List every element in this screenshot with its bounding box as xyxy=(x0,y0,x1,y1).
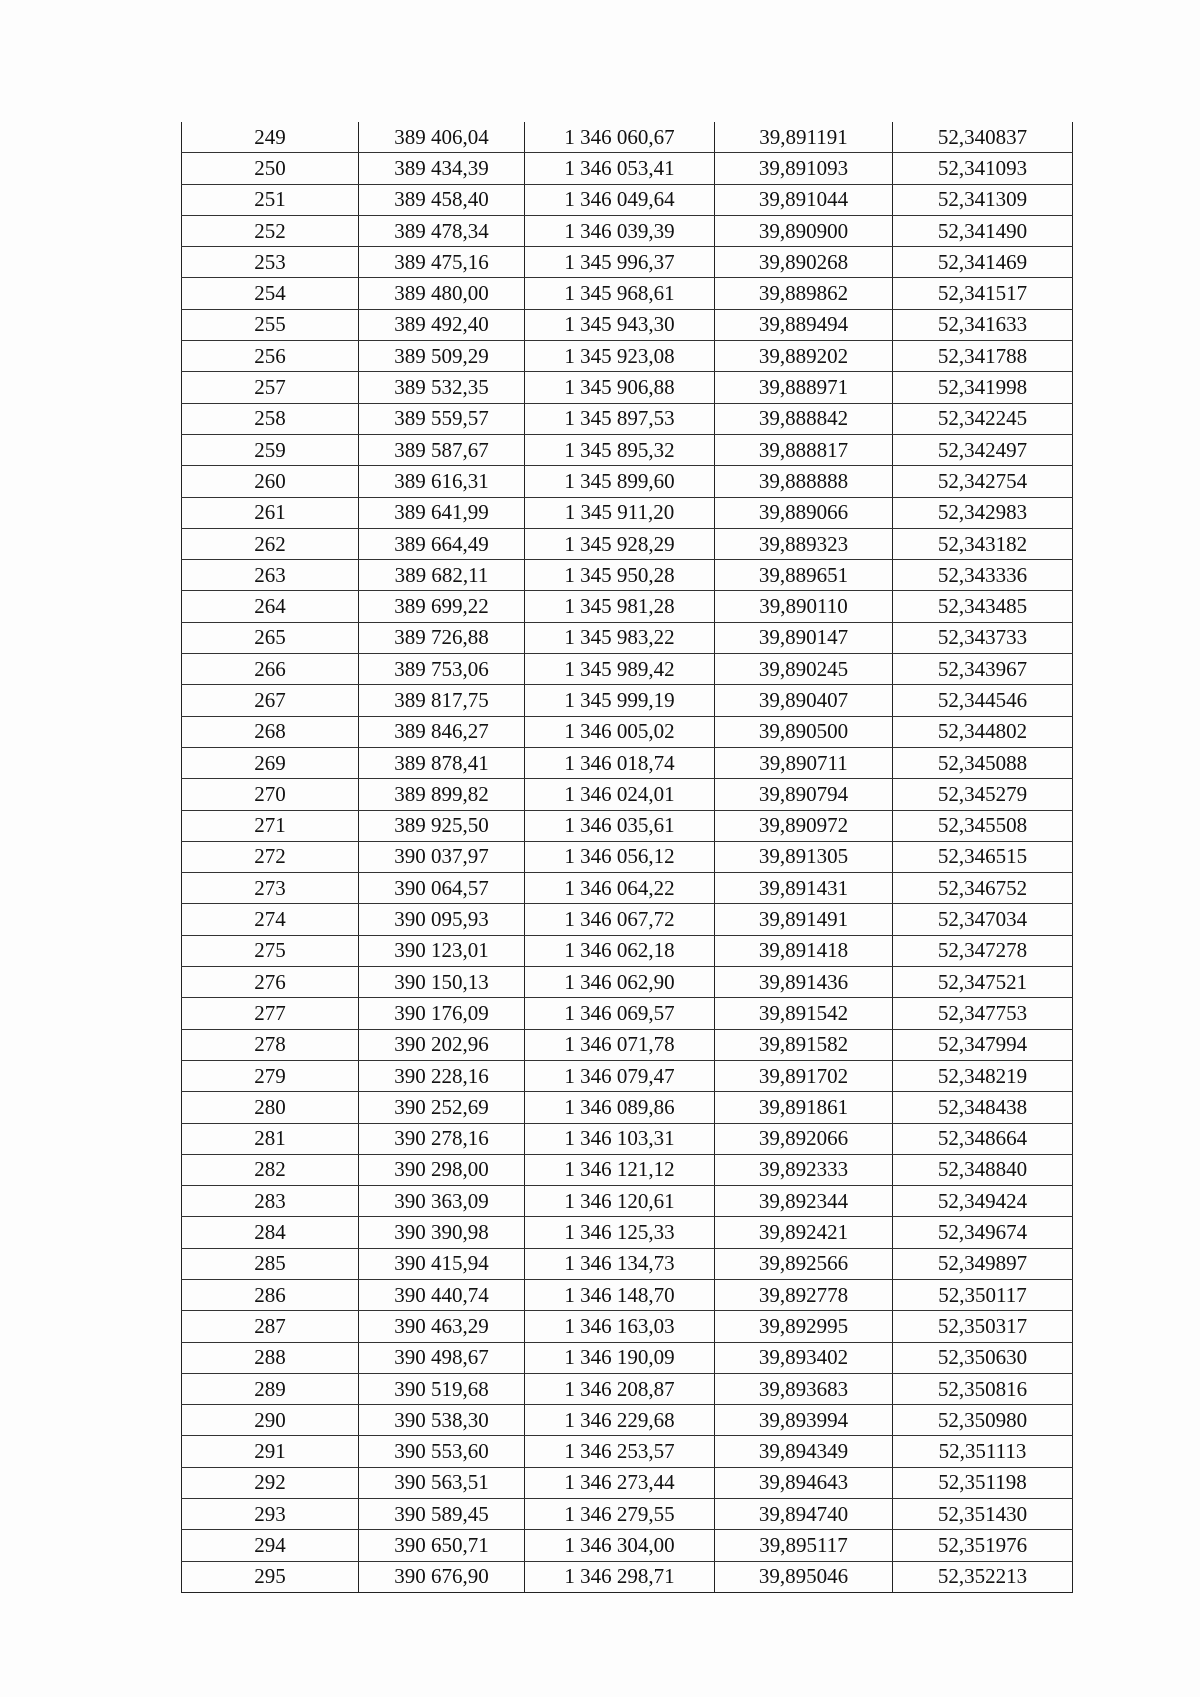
latitude-cell: 39,891305 xyxy=(715,841,893,872)
latitude-cell: 39,889066 xyxy=(715,497,893,528)
latitude-cell: 39,893402 xyxy=(715,1342,893,1373)
table-row xyxy=(182,560,1073,591)
table-row xyxy=(182,685,1073,716)
table-row xyxy=(182,247,1073,278)
latitude-cell: 39,893683 xyxy=(715,1373,893,1404)
latitude-cell: 39,889323 xyxy=(715,528,893,559)
coord-x-cell: 389 925,50 xyxy=(359,810,525,841)
table-row xyxy=(182,1248,1073,1279)
longitude-cell: 52,351113 xyxy=(893,1436,1073,1467)
point-number-cell: 289 xyxy=(182,1373,359,1404)
coord-x-cell: 389 641,99 xyxy=(359,497,525,528)
table-row xyxy=(182,1060,1073,1091)
latitude-cell: 39,894349 xyxy=(715,1436,893,1467)
longitude-cell: 52,352213 xyxy=(893,1561,1073,1592)
longitude-cell: 52,350980 xyxy=(893,1405,1073,1436)
coord-x-cell: 390 440,74 xyxy=(359,1279,525,1310)
coord-y-cell: 1 345 983,22 xyxy=(525,622,715,653)
coord-x-cell: 390 278,16 xyxy=(359,1123,525,1154)
point-number-cell: 277 xyxy=(182,998,359,1029)
table-row xyxy=(182,278,1073,309)
coord-x-cell: 389 434,39 xyxy=(359,153,525,184)
coord-x-cell: 389 753,06 xyxy=(359,654,525,685)
latitude-cell: 39,891582 xyxy=(715,1029,893,1060)
table-row xyxy=(182,747,1073,778)
longitude-cell: 52,341788 xyxy=(893,341,1073,372)
coord-x-cell: 390 037,97 xyxy=(359,841,525,872)
point-number-cell: 294 xyxy=(182,1530,359,1561)
coord-y-cell: 1 346 053,41 xyxy=(525,153,715,184)
table-row xyxy=(182,841,1073,872)
table-row xyxy=(182,309,1073,340)
latitude-cell: 39,891542 xyxy=(715,998,893,1029)
latitude-cell: 39,888971 xyxy=(715,372,893,403)
coord-x-cell: 390 202,96 xyxy=(359,1029,525,1060)
table-row xyxy=(182,1092,1073,1123)
coord-y-cell: 1 345 923,08 xyxy=(525,341,715,372)
longitude-cell: 52,351976 xyxy=(893,1530,1073,1561)
longitude-cell: 52,341469 xyxy=(893,247,1073,278)
point-number-cell: 285 xyxy=(182,1248,359,1279)
coord-x-cell: 390 415,94 xyxy=(359,1248,525,1279)
coord-y-cell: 1 346 125,33 xyxy=(525,1217,715,1248)
coord-x-cell: 389 682,11 xyxy=(359,560,525,591)
coord-x-cell: 390 123,01 xyxy=(359,935,525,966)
latitude-cell: 39,890407 xyxy=(715,685,893,716)
coord-y-cell: 1 346 071,78 xyxy=(525,1029,715,1060)
table-row xyxy=(182,1279,1073,1310)
coord-x-cell: 390 538,30 xyxy=(359,1405,525,1436)
longitude-cell: 52,350317 xyxy=(893,1311,1073,1342)
coord-x-cell: 389 587,67 xyxy=(359,434,525,465)
point-number-cell: 254 xyxy=(182,278,359,309)
point-number-cell: 291 xyxy=(182,1436,359,1467)
table-row xyxy=(182,528,1073,559)
longitude-cell: 52,349424 xyxy=(893,1186,1073,1217)
latitude-cell: 39,890147 xyxy=(715,622,893,653)
point-number-cell: 275 xyxy=(182,935,359,966)
coord-y-cell: 1 345 999,19 xyxy=(525,685,715,716)
coord-y-cell: 1 346 148,70 xyxy=(525,1279,715,1310)
latitude-cell: 39,890972 xyxy=(715,810,893,841)
coord-x-cell: 390 176,09 xyxy=(359,998,525,1029)
latitude-cell: 39,889862 xyxy=(715,278,893,309)
coord-y-cell: 1 346 304,00 xyxy=(525,1530,715,1561)
longitude-cell: 52,350816 xyxy=(893,1373,1073,1404)
coord-y-cell: 1 346 024,01 xyxy=(525,779,715,810)
longitude-cell: 52,341490 xyxy=(893,215,1073,246)
latitude-cell: 39,888842 xyxy=(715,403,893,434)
coord-y-cell: 1 346 062,90 xyxy=(525,967,715,998)
latitude-cell: 39,891861 xyxy=(715,1092,893,1123)
longitude-cell: 52,342497 xyxy=(893,434,1073,465)
table-row xyxy=(182,1123,1073,1154)
point-number-cell: 288 xyxy=(182,1342,359,1373)
table-row xyxy=(182,591,1073,622)
coord-x-cell: 389 616,31 xyxy=(359,466,525,497)
latitude-cell: 39,892333 xyxy=(715,1154,893,1185)
table-row xyxy=(182,779,1073,810)
coord-x-cell: 389 475,16 xyxy=(359,247,525,278)
coord-x-cell: 389 726,88 xyxy=(359,622,525,653)
coord-x-cell: 389 480,00 xyxy=(359,278,525,309)
latitude-cell: 39,888817 xyxy=(715,434,893,465)
coord-x-cell: 390 363,09 xyxy=(359,1186,525,1217)
latitude-cell: 39,889651 xyxy=(715,560,893,591)
table-row xyxy=(182,998,1073,1029)
coordinates-table xyxy=(181,122,1073,1593)
table-row xyxy=(182,904,1073,935)
point-number-cell: 258 xyxy=(182,403,359,434)
point-number-cell: 249 xyxy=(182,122,359,153)
point-number-cell: 274 xyxy=(182,904,359,935)
latitude-cell: 39,895046 xyxy=(715,1561,893,1592)
longitude-cell: 52,345088 xyxy=(893,747,1073,778)
longitude-cell: 52,343485 xyxy=(893,591,1073,622)
table-row xyxy=(182,967,1073,998)
point-number-cell: 251 xyxy=(182,184,359,215)
point-number-cell: 278 xyxy=(182,1029,359,1060)
point-number-cell: 293 xyxy=(182,1499,359,1530)
longitude-cell: 52,343182 xyxy=(893,528,1073,559)
point-number-cell: 283 xyxy=(182,1186,359,1217)
point-number-cell: 280 xyxy=(182,1092,359,1123)
latitude-cell: 39,892995 xyxy=(715,1311,893,1342)
coord-y-cell: 1 346 064,22 xyxy=(525,873,715,904)
table-row xyxy=(182,1499,1073,1530)
latitude-cell: 39,890794 xyxy=(715,779,893,810)
table-row xyxy=(182,497,1073,528)
latitude-cell: 39,891418 xyxy=(715,935,893,966)
latitude-cell: 39,890110 xyxy=(715,591,893,622)
table-row xyxy=(182,434,1073,465)
longitude-cell: 52,344802 xyxy=(893,716,1073,747)
longitude-cell: 52,345508 xyxy=(893,810,1073,841)
point-number-cell: 281 xyxy=(182,1123,359,1154)
coord-y-cell: 1 346 018,74 xyxy=(525,747,715,778)
latitude-cell: 39,892344 xyxy=(715,1186,893,1217)
table-row xyxy=(182,1029,1073,1060)
latitude-cell: 39,891431 xyxy=(715,873,893,904)
coord-y-cell: 1 346 134,73 xyxy=(525,1248,715,1279)
longitude-cell: 52,341517 xyxy=(893,278,1073,309)
point-number-cell: 271 xyxy=(182,810,359,841)
table-row xyxy=(182,1342,1073,1373)
table-row xyxy=(182,873,1073,904)
longitude-cell: 52,349897 xyxy=(893,1248,1073,1279)
longitude-cell: 52,348438 xyxy=(893,1092,1073,1123)
longitude-cell: 52,351430 xyxy=(893,1499,1073,1530)
point-number-cell: 252 xyxy=(182,215,359,246)
coord-y-cell: 1 346 253,57 xyxy=(525,1436,715,1467)
longitude-cell: 52,350117 xyxy=(893,1279,1073,1310)
point-number-cell: 273 xyxy=(182,873,359,904)
coord-y-cell: 1 346 005,02 xyxy=(525,716,715,747)
table-row xyxy=(182,1467,1073,1498)
longitude-cell: 52,340837 xyxy=(893,122,1073,153)
coord-x-cell: 389 899,82 xyxy=(359,779,525,810)
longitude-cell: 52,341309 xyxy=(893,184,1073,215)
point-number-cell: 284 xyxy=(182,1217,359,1248)
coord-y-cell: 1 346 049,64 xyxy=(525,184,715,215)
longitude-cell: 52,342245 xyxy=(893,403,1073,434)
point-number-cell: 250 xyxy=(182,153,359,184)
latitude-cell: 39,888888 xyxy=(715,466,893,497)
coord-y-cell: 1 345 899,60 xyxy=(525,466,715,497)
table-row xyxy=(182,1530,1073,1561)
longitude-cell: 52,343967 xyxy=(893,654,1073,685)
latitude-cell: 39,891702 xyxy=(715,1060,893,1091)
table-row xyxy=(182,1154,1073,1185)
point-number-cell: 262 xyxy=(182,528,359,559)
latitude-cell: 39,890900 xyxy=(715,215,893,246)
coord-x-cell: 389 406,04 xyxy=(359,122,525,153)
longitude-cell: 52,347034 xyxy=(893,904,1073,935)
coord-x-cell: 390 228,16 xyxy=(359,1060,525,1091)
coord-y-cell: 1 345 897,53 xyxy=(525,403,715,434)
coord-y-cell: 1 345 928,29 xyxy=(525,528,715,559)
point-number-cell: 279 xyxy=(182,1060,359,1091)
table-row xyxy=(182,372,1073,403)
table-row xyxy=(182,935,1073,966)
coord-x-cell: 390 463,29 xyxy=(359,1311,525,1342)
coord-y-cell: 1 346 208,87 xyxy=(525,1373,715,1404)
latitude-cell: 39,890711 xyxy=(715,747,893,778)
coord-x-cell: 389 532,35 xyxy=(359,372,525,403)
point-number-cell: 259 xyxy=(182,434,359,465)
table-row xyxy=(182,1217,1073,1248)
latitude-cell: 39,890245 xyxy=(715,654,893,685)
coord-x-cell: 390 298,00 xyxy=(359,1154,525,1185)
point-number-cell: 282 xyxy=(182,1154,359,1185)
latitude-cell: 39,891436 xyxy=(715,967,893,998)
point-number-cell: 268 xyxy=(182,716,359,747)
coord-x-cell: 390 589,45 xyxy=(359,1499,525,1530)
coord-y-cell: 1 346 069,57 xyxy=(525,998,715,1029)
longitude-cell: 52,347521 xyxy=(893,967,1073,998)
table-row xyxy=(182,622,1073,653)
coord-y-cell: 1 346 121,12 xyxy=(525,1154,715,1185)
coord-y-cell: 1 346 062,18 xyxy=(525,935,715,966)
point-number-cell: 290 xyxy=(182,1405,359,1436)
table-row xyxy=(182,1561,1073,1592)
table-row xyxy=(182,1311,1073,1342)
table-row xyxy=(182,466,1073,497)
longitude-cell: 52,347994 xyxy=(893,1029,1073,1060)
latitude-cell: 39,890500 xyxy=(715,716,893,747)
latitude-cell: 39,893994 xyxy=(715,1405,893,1436)
coord-x-cell: 390 498,67 xyxy=(359,1342,525,1373)
coord-x-cell: 389 846,27 xyxy=(359,716,525,747)
point-number-cell: 253 xyxy=(182,247,359,278)
coord-x-cell: 389 509,29 xyxy=(359,341,525,372)
coord-x-cell: 389 878,41 xyxy=(359,747,525,778)
latitude-cell: 39,891044 xyxy=(715,184,893,215)
longitude-cell: 52,343336 xyxy=(893,560,1073,591)
coord-y-cell: 1 345 906,88 xyxy=(525,372,715,403)
point-number-cell: 270 xyxy=(182,779,359,810)
point-number-cell: 272 xyxy=(182,841,359,872)
coord-y-cell: 1 345 895,32 xyxy=(525,434,715,465)
table-row xyxy=(182,654,1073,685)
coord-x-cell: 390 095,93 xyxy=(359,904,525,935)
point-number-cell: 269 xyxy=(182,747,359,778)
coord-x-cell: 390 150,13 xyxy=(359,967,525,998)
longitude-cell: 52,345279 xyxy=(893,779,1073,810)
coord-y-cell: 1 345 989,42 xyxy=(525,654,715,685)
coord-y-cell: 1 346 067,72 xyxy=(525,904,715,935)
coord-x-cell: 389 458,40 xyxy=(359,184,525,215)
coord-y-cell: 1 346 056,12 xyxy=(525,841,715,872)
table-row xyxy=(182,1405,1073,1436)
latitude-cell: 39,894740 xyxy=(715,1499,893,1530)
longitude-cell: 52,350630 xyxy=(893,1342,1073,1373)
table-row xyxy=(182,403,1073,434)
point-number-cell: 261 xyxy=(182,497,359,528)
latitude-cell: 39,892778 xyxy=(715,1279,893,1310)
coord-y-cell: 1 346 190,09 xyxy=(525,1342,715,1373)
latitude-cell: 39,891491 xyxy=(715,904,893,935)
coord-y-cell: 1 346 120,61 xyxy=(525,1186,715,1217)
table-row xyxy=(182,122,1073,153)
coord-y-cell: 1 346 229,68 xyxy=(525,1405,715,1436)
coord-y-cell: 1 346 103,31 xyxy=(525,1123,715,1154)
point-number-cell: 260 xyxy=(182,466,359,497)
coord-y-cell: 1 345 943,30 xyxy=(525,309,715,340)
table-row xyxy=(182,1436,1073,1467)
coord-y-cell: 1 346 298,71 xyxy=(525,1561,715,1592)
point-number-cell: 292 xyxy=(182,1467,359,1498)
longitude-cell: 52,343733 xyxy=(893,622,1073,653)
latitude-cell: 39,890268 xyxy=(715,247,893,278)
latitude-cell: 39,891191 xyxy=(715,122,893,153)
longitude-cell: 52,346752 xyxy=(893,873,1073,904)
longitude-cell: 52,342983 xyxy=(893,497,1073,528)
coord-y-cell: 1 346 163,03 xyxy=(525,1311,715,1342)
table-row xyxy=(182,184,1073,215)
latitude-cell: 39,891093 xyxy=(715,153,893,184)
coord-x-cell: 390 252,69 xyxy=(359,1092,525,1123)
longitude-cell: 52,347753 xyxy=(893,998,1073,1029)
table-row xyxy=(182,153,1073,184)
coord-x-cell: 390 650,71 xyxy=(359,1530,525,1561)
coord-y-cell: 1 345 911,20 xyxy=(525,497,715,528)
latitude-cell: 39,889202 xyxy=(715,341,893,372)
point-number-cell: 263 xyxy=(182,560,359,591)
longitude-cell: 52,346515 xyxy=(893,841,1073,872)
coord-x-cell: 390 563,51 xyxy=(359,1467,525,1498)
point-number-cell: 287 xyxy=(182,1311,359,1342)
table-row xyxy=(182,1186,1073,1217)
table-row xyxy=(182,716,1073,747)
coord-y-cell: 1 346 279,55 xyxy=(525,1499,715,1530)
point-number-cell: 276 xyxy=(182,967,359,998)
longitude-cell: 52,348219 xyxy=(893,1060,1073,1091)
longitude-cell: 52,348664 xyxy=(893,1123,1073,1154)
longitude-cell: 52,351198 xyxy=(893,1467,1073,1498)
table-row xyxy=(182,1373,1073,1404)
coord-y-cell: 1 346 060,67 xyxy=(525,122,715,153)
coord-x-cell: 390 390,98 xyxy=(359,1217,525,1248)
longitude-cell: 52,349674 xyxy=(893,1217,1073,1248)
longitude-cell: 52,347278 xyxy=(893,935,1073,966)
coordinates-table-body xyxy=(182,122,1073,1592)
point-number-cell: 267 xyxy=(182,685,359,716)
table-row xyxy=(182,810,1073,841)
coord-y-cell: 1 345 996,37 xyxy=(525,247,715,278)
table-row xyxy=(182,341,1073,372)
longitude-cell: 52,348840 xyxy=(893,1154,1073,1185)
point-number-cell: 265 xyxy=(182,622,359,653)
coord-y-cell: 1 346 079,47 xyxy=(525,1060,715,1091)
longitude-cell: 52,341998 xyxy=(893,372,1073,403)
coord-y-cell: 1 345 968,61 xyxy=(525,278,715,309)
latitude-cell: 39,892066 xyxy=(715,1123,893,1154)
coord-x-cell: 390 553,60 xyxy=(359,1436,525,1467)
coord-x-cell: 389 664,49 xyxy=(359,528,525,559)
coord-x-cell: 390 676,90 xyxy=(359,1561,525,1592)
coord-x-cell: 389 559,57 xyxy=(359,403,525,434)
latitude-cell: 39,894643 xyxy=(715,1467,893,1498)
coord-x-cell: 389 817,75 xyxy=(359,685,525,716)
latitude-cell: 39,892566 xyxy=(715,1248,893,1279)
point-number-cell: 257 xyxy=(182,372,359,403)
point-number-cell: 266 xyxy=(182,654,359,685)
table-row xyxy=(182,215,1073,246)
longitude-cell: 52,341633 xyxy=(893,309,1073,340)
coord-x-cell: 389 699,22 xyxy=(359,591,525,622)
point-number-cell: 255 xyxy=(182,309,359,340)
coord-y-cell: 1 346 273,44 xyxy=(525,1467,715,1498)
coord-x-cell: 389 478,34 xyxy=(359,215,525,246)
coord-y-cell: 1 346 035,61 xyxy=(525,810,715,841)
point-number-cell: 295 xyxy=(182,1561,359,1592)
latitude-cell: 39,895117 xyxy=(715,1530,893,1561)
coord-x-cell: 390 064,57 xyxy=(359,873,525,904)
coord-y-cell: 1 346 039,39 xyxy=(525,215,715,246)
longitude-cell: 52,342754 xyxy=(893,466,1073,497)
longitude-cell: 52,344546 xyxy=(893,685,1073,716)
coord-x-cell: 389 492,40 xyxy=(359,309,525,340)
coord-y-cell: 1 346 089,86 xyxy=(525,1092,715,1123)
point-number-cell: 264 xyxy=(182,591,359,622)
longitude-cell: 52,341093 xyxy=(893,153,1073,184)
latitude-cell: 39,889494 xyxy=(715,309,893,340)
point-number-cell: 286 xyxy=(182,1279,359,1310)
coord-y-cell: 1 345 950,28 xyxy=(525,560,715,591)
latitude-cell: 39,892421 xyxy=(715,1217,893,1248)
coord-y-cell: 1 345 981,28 xyxy=(525,591,715,622)
point-number-cell: 256 xyxy=(182,341,359,372)
coord-x-cell: 390 519,68 xyxy=(359,1373,525,1404)
